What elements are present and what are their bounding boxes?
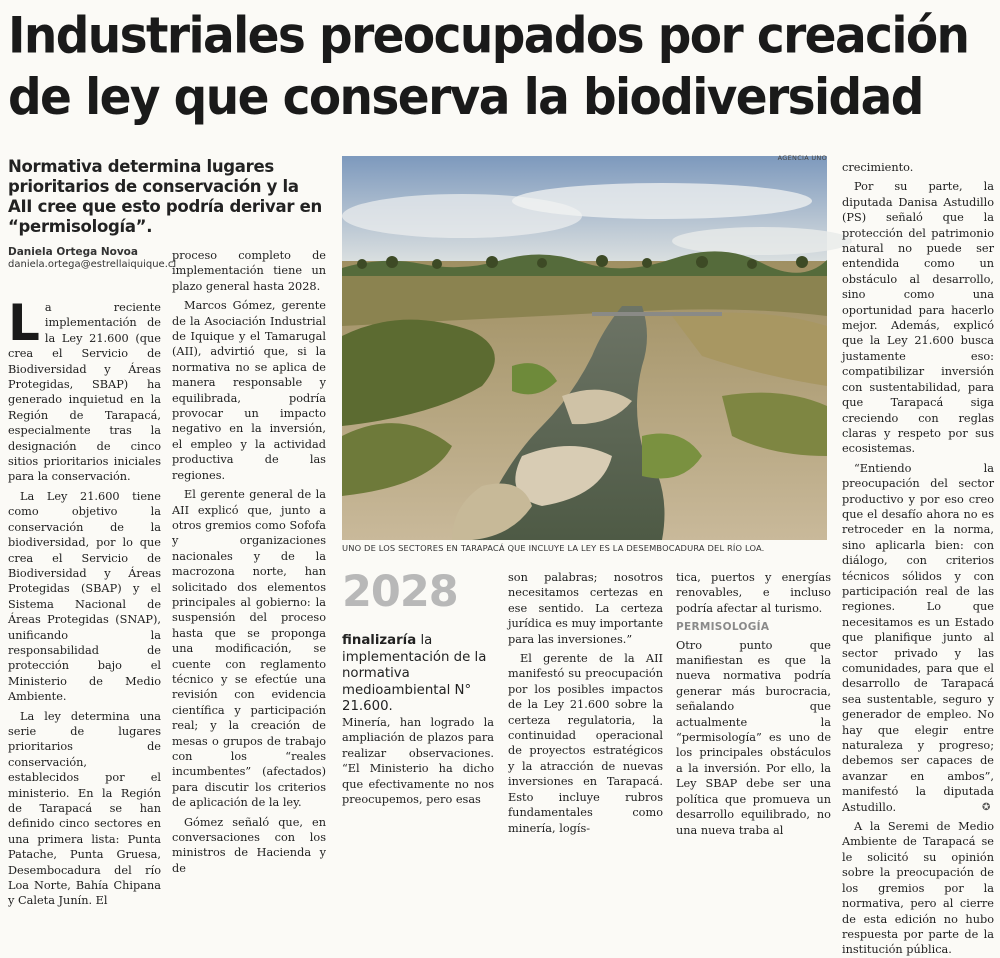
article-column-5 — [842, 160, 994, 958]
paragraph: “Entiendo la preocupación del sector productivo y por eso creo que el desafío ahora no es retroceder en la norma, sino aplicarla bien: con diálogo, con criterios técnicos sólidos y con participación real de las regiones. Lo que necesitamos es un Estado que planifique junto al sector privado y las comunidades, para que el desarrollo de Tarapacá sea sustentable, seguro y generador de empleo. No hay que elegir entre naturaleza y progreso; debemos ser capaces de avanzar en ambos”, manifestó la diputada Astudillo. — [842, 461, 994, 814]
fact-text: finalizaría la implementación de la normativa medioambiental N° 21.600. — [342, 633, 487, 714]
subheadline: Normativa determina lugares prioritarios de conservación y la AII cree que esto podría derivar en “permisología”. — [8, 157, 322, 236]
paragraph: El gerente de la AII manifestó su preocupación por los posibles impactos de la Ley 21.600 sobre la certeza regulatoria, la continuidad operacional de proyectos estratégicos y la atracción de nuevas inversiones en Tarapacá. Esto incluye rubros fundamentales como minería, logís- — [508, 652, 663, 835]
article-column-2 — [172, 248, 326, 876]
article-column-1 — [8, 294, 161, 909]
fact-number: 2028 — [342, 567, 458, 617]
photo-credit: AGENCIA UNO — [777, 154, 827, 162]
section-label: PERMISOLOGÍA — [676, 621, 770, 634]
paragraph: crecimiento. — [842, 161, 914, 174]
article-photo — [342, 156, 827, 540]
paragraph: Otro punto que manifiestan es que la nueva normativa podría generar más burocracia, señalando que actualmente la “permisología” es uno de los principales obstáculos a la inversión. Por ello, la Ley SBAP debe ser una política que promueva un desarrollo equilibrado, no una nueva traba al — [676, 638, 831, 837]
author-name: Daniela Ortega Novoa — [8, 246, 138, 258]
article-column-2b — [342, 715, 494, 807]
drop-cap: L — [8, 294, 40, 352]
article-column-3 — [508, 570, 663, 836]
paragraph: son palabras; nosotros necesitamos certezas en ese sentido. La certeza jurídica es muy importante para las inversiones.” — [508, 571, 663, 646]
paragraph: Por su parte, la diputada Danisa Astudillo (PS) señaló que la protección del patrimonio natural no puede ser entendida como un obstáculo al desarrollo, sino como una oportunidad para hacerlo mejor. Además, explicó que la Ley 21.600 busca justamente eso: compatibilizar inversión con sustentabilidad, para que Tarapacá siga creciendo con reglas claras y respeto por sus ecosistemas. — [842, 180, 994, 456]
paragraph: A la Seremi de Medio Ambiente de Tarapacá se le solicitó su opinión sobre la preocupación de los gremios por la normativa, pero al cierre de esta edición no hubo respuesta por parte de la institución pública. — [842, 820, 994, 957]
paragraph: Minería, han logrado la ampliación de plazos para realizar observaciones. “El Ministerio ha dicho que efectivamente no nos preocupemos, pero esas — [342, 716, 494, 807]
paragraph: La Ley 21.600 tiene como objetivo la conservación de la biodiversidad, por lo que crea el Servicio de Biodiversidad y Áreas Protegidas (SBAP) y el Sistema Nacional de Áreas Protegidas (SNAP), unificando la responsabilidad de protección bajo el Ministerio de Medio Ambiente. — [8, 489, 161, 704]
paragraph: proceso completo de implementación tiene un plazo general hasta 2028. — [172, 249, 326, 293]
paragraph: Marcos Gómez, gerente de la Asociación Industrial de Iquique y el Tamarugal (AII), advirtió que, si la normativa no se aplica de manera responsable y equilibrada, podría provocar un impacto negativo en la inversión, el empleo y la actividad productiva de las regiones. — [172, 299, 326, 482]
photo-caption: UNO DE LOS SECTORES EN TARAPACÁ QUE INCLUYE LA LEY ES LA DESEMBOCADURA DEL RÍO LOA. — [342, 543, 765, 553]
fact-box — [342, 568, 492, 716]
paragraph: La reciente implementación de la Ley 21.600 (que crea el Servicio de Biodiversidad y Áreas Protegidas, SBAP) ha generado inquietud en la Región de Tarapacá, especialmente tras la designación de cinco sitios prioritarios iniciales para la conservación. — [8, 294, 161, 484]
paragraph: El gerente general de la AII explicó que, junto a otros gremios como Sofofa y organizaciones nacionales y de la macrozona norte, han solicitado dos elementos principales al gobierno: la suspensión del proceso hasta que se proponga una modificación, se cuente con reglamento técnico y se efectúe una revisión con evidencia científica y participación real; y la creación de mesas o grupos de trabajo con los “reales incumbentes” (afectados) para discutir los criterios de aplicación de la ley. — [172, 488, 326, 810]
end-of-article-icon: ✪ — [982, 802, 991, 813]
author-email[interactable]: daniela.ortega@estrellaiquique.cl — [8, 259, 177, 270]
article-column-4 — [676, 570, 831, 838]
paragraph: La ley determina una serie de lugares prioritarios de conservación, establecidos por el ministerio. En la Región de Tarapacá se han definido cinco sectores en una primera lista: Punta Patache, Punta Gruesa, Desembocadura del río Loa Norte, Bahía Chipana y Caleta Junín. El — [8, 709, 161, 908]
river-photo — [342, 156, 827, 540]
headline: Industriales preocupados por creación de ley que conserva la biodiversidad — [8, 7, 969, 127]
paragraph: Gómez señaló que, en conversaciones con los ministros de Hacienda y de — [172, 815, 326, 875]
paragraph: tica, puertos y energías renovables, e incluso podría afectar al turismo. — [676, 571, 831, 615]
river-landscape-image — [342, 156, 827, 540]
